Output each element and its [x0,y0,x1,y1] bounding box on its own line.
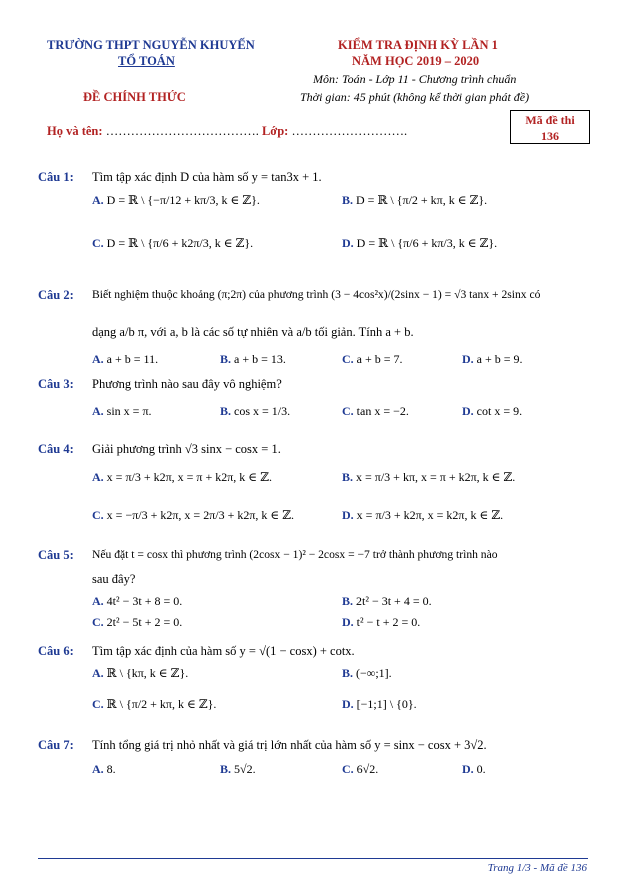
q3-d-text: cot x = 9. [476,404,523,418]
q5-label: Câu 5: [38,548,74,562]
q1-option-a: A. D = ℝ \ {−π/12 + kπ/3, k ∈ ℤ}. [92,193,260,207]
q3-option-c: C. tan x = −2. [342,404,409,418]
q2-c-text: a + b = 7. [356,352,403,366]
q6-option-c: C. ℝ \ {π/2 + kπ, k ∈ ℤ}. [92,697,217,711]
time-line: Thời gian: 45 phút (không kể thời gian phát đề) [300,90,530,104]
q2-a-text: a + b = 11. [106,352,159,366]
q6-d-text: [−1;1] \ {0}. [356,697,417,711]
footer-divider [38,858,588,859]
q1-option-b: B. D = ℝ \ {π/2 + kπ, k ∈ ℤ}. [342,193,488,207]
q7-c-text: 6√2. [356,762,379,776]
q2-label: Câu 2: [38,288,74,302]
q3-b-text: cos x = 1/3. [234,404,291,418]
q4-a-text: x = π/3 + k2π, x = π + k2π, k ∈ ℤ. [106,470,272,484]
q5-option-b: B. 2t² − 3t + 4 = 0. [342,594,432,608]
q2-option-c: C. a + b = 7. [342,352,403,366]
q5-option-c: C. 2t² − 5t + 2 = 0. [92,615,183,629]
q1-a-text: D = ℝ \ {−π/12 + kπ/3, k ∈ ℤ}. [106,193,260,207]
name-dots: ………………………………. [105,124,259,138]
page-footer: Trang 1/3 - Mã đề 136 [487,862,587,874]
q6-label: Câu 6: [38,644,74,658]
q3-option-d: D. cot x = 9. [462,404,523,418]
q1-text: Tìm tập xác định D của hàm số y = tan3x + 1. [92,170,322,184]
q4-option-a: A. x = π/3 + k2π, x = π + k2π, k ∈ ℤ. [92,470,272,484]
q1-b-text: D = ℝ \ {π/2 + kπ, k ∈ ℤ}. [356,193,488,207]
q3-label: Câu 3: [38,377,74,391]
q7-label: Câu 7: [38,738,74,752]
q1-d-text: D = ℝ \ {π/6 + kπ/3, k ∈ ℤ}. [356,236,498,250]
q3-c-text: tan x = −2. [356,404,409,418]
exam-code-box [510,110,590,144]
q2-d-text: a + b = 9. [476,352,523,366]
q4-label: Câu 4: [38,442,74,456]
q6-a-text: ℝ \ {kπ, k ∈ ℤ}. [106,666,189,680]
q4-option-d: D. x = π/3 + k2π, x = k2π, k ∈ ℤ. [342,508,504,522]
q2-option-b: B. a + b = 13. [220,352,286,366]
q7-text: Tính tổng giá trị nhỏ nhất và giá trị lớn nhất của hàm số y = sinx − cosx + 3√2. [92,738,487,752]
exam-code-value: 136 [541,129,559,143]
class-label: Lớp: [261,124,289,138]
q5-text: Nếu đặt t = cosx thì phương trình (2cosx − 1)² − 2cosx = −7 trở thành phương trình nào [92,548,498,561]
q4-option-b: B. x = π/3 + kπ, x = π + k2π, k ∈ ℤ. [342,470,516,484]
q5-option-a: A. 4t² − 3t + 8 = 0. [92,594,183,608]
q5-option-d: D. t² − t + 2 = 0. [342,615,421,629]
q7-d-text: 0. [476,762,486,776]
q3-option-a: A. sin x = π. [92,404,152,418]
class-dots: ………………………. [291,124,408,138]
q6-c-text: ℝ \ {π/2 + kπ, k ∈ ℤ}. [106,697,217,711]
exam-title: KIỂM TRA ĐỊNH KỲ LẦN 1 [338,38,498,52]
q5-text-2: sau đây? [92,572,136,586]
q2-option-d: D. a + b = 9. [462,352,523,366]
q2-text-2: dạng a/b π, với a, b là các số tự nhiên và a/b tối giản. Tính a + b. [92,325,414,339]
q2-text: Biết nghiệm thuộc khoảng (π;2π) của phương trình (3 − 4cos²x)/(2sinx − 1) = √3 tanx + 2sinx có [92,288,541,301]
q6-option-b: B. (−∞;1]. [342,666,392,680]
department-name: TỔ TOÁN [118,54,175,68]
q7-option-a: A. 8. [92,762,116,776]
name-label: Họ và tên: [47,124,103,138]
school-name: TRƯỜNG THPT NGUYỄN KHUYẾN [47,38,255,52]
q7-b-text: 5√2. [234,762,256,776]
q4-d-text: x = π/3 + k2π, x = k2π, k ∈ ℤ. [356,508,504,522]
q6-option-a: A. ℝ \ {kπ, k ∈ ℤ}. [92,666,189,680]
q6-text: Tìm tập xác định của hàm số y = √(1 − cosx) + cotx. [92,644,355,658]
q7-option-b: B. 5√2. [220,762,256,776]
exam-code-label: Mã đề thi [525,113,575,127]
student-name-line [47,124,407,139]
school-year: NĂM HỌC 2019 – 2020 [352,54,480,68]
q2-b-text: a + b = 13. [234,352,286,366]
q3-a-text: sin x = π. [106,404,152,418]
q7-option-d: D. 0. [462,762,486,776]
q1-option-c: C. D = ℝ \ {π/6 + k2π/3, k ∈ ℤ}. [92,236,254,250]
q7-option-c: C. 6√2. [342,762,379,776]
q1-c-text: D = ℝ \ {π/6 + k2π/3, k ∈ ℤ}. [106,236,254,250]
q5-a-text: 4t² − 3t + 8 = 0. [106,594,183,608]
q3-option-b: B. cos x = 1/3. [220,404,291,418]
q3-text: Phương trình nào sau đây vô nghiệm? [92,377,282,391]
q6-option-d: D. [−1;1] \ {0}. [342,697,417,711]
q1-option-d: D. D = ℝ \ {π/6 + kπ/3, k ∈ ℤ}. [342,236,498,250]
q2-option-a: A. a + b = 11. [92,352,159,366]
q6-b-text: (−∞;1]. [356,666,392,680]
official-label: ĐỀ CHÍNH THỨC [83,90,186,104]
q7-a-text: 8. [106,762,116,776]
q5-b-text: 2t² − 3t + 4 = 0. [356,594,432,608]
q4-b-text: x = π/3 + kπ, x = π + k2π, k ∈ ℤ. [356,470,516,484]
q5-d-text: t² − t + 2 = 0. [356,615,421,629]
q4-text: Giải phương trình √3 sinx − cosx = 1. [92,442,281,456]
subject-line: Môn: Toán - Lớp 11 - Chương trình chuẩn [313,72,517,86]
q5-c-text: 2t² − 5t + 2 = 0. [106,615,183,629]
q4-option-c: C. x = −π/3 + k2π, x = 2π/3 + k2π, k ∈ ℤ. [92,508,295,522]
q1-label: Câu 1: [38,170,74,184]
q4-c-text: x = −π/3 + k2π, x = 2π/3 + k2π, k ∈ ℤ. [106,508,295,522]
